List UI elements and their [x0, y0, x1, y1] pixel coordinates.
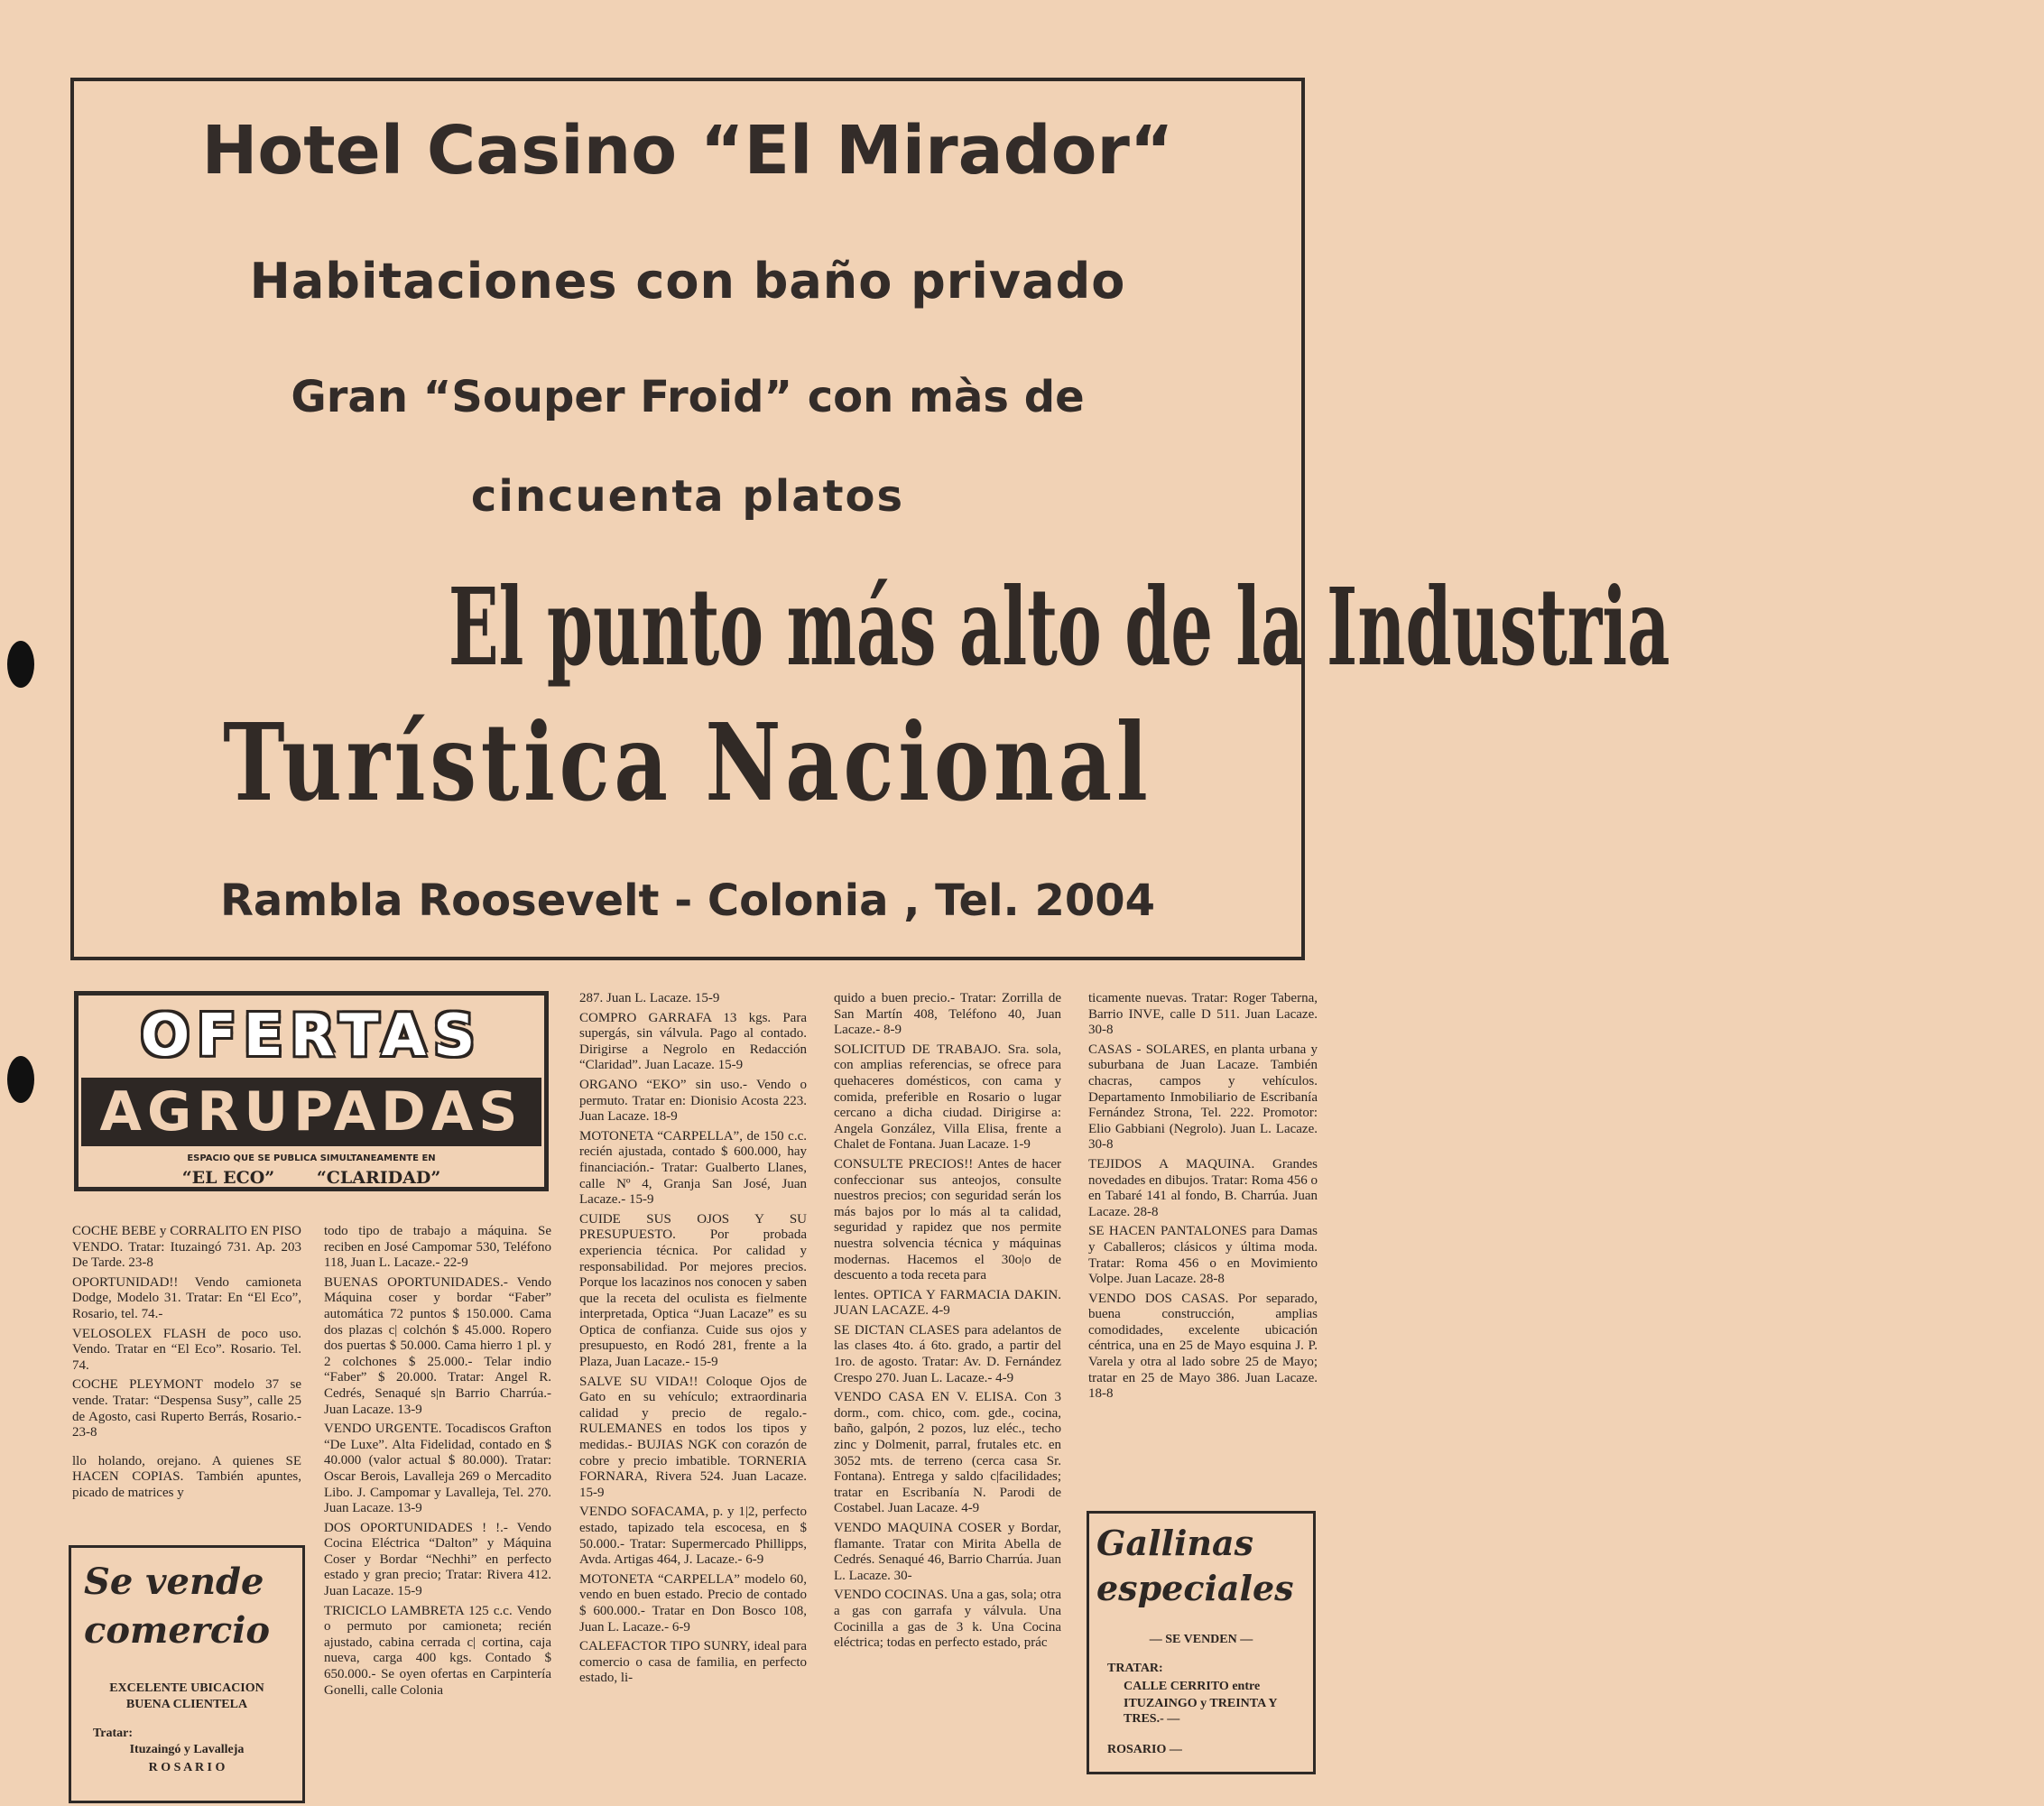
paper-claridad: “CLARIDAD” [316, 1168, 441, 1188]
ad-motoneta-carpella-2: MOTONETA “CARPELLA” modelo 60, vendo en buen estado. Precio de contado $ 600.000.- Tratar en Don Bosco 108, Juan L. Lacaze.- 6-9 [579, 1571, 807, 1635]
ad-dos-oportunidades: DOS OPORTUNIDADES ! !.- Vendo Cocina Eléctrica “Dalton” y Máquina Coser y Bordar “Nechhi” en perfecto estado y gran precio; Tratar: Rivera 412. Juan Lacaze. 15-9 [324, 1520, 551, 1599]
ad-copias: llo holando, orejano. A quienes SE HACEN COPIAS. También apuntes, picado de matrices y [72, 1453, 301, 1500]
ad-line-2: Gran “Souper Froid” con màs de [291, 372, 1085, 422]
ad-compro-garrafa: COMPRO GARRAFA 13 kgs. Para supergás, sin válvula. Pago al contado. Dirigirse a Negrolo en Redacción “Claridad”. Juan Lacaze. 15-9 [579, 1010, 807, 1073]
gallinas-line-1: CALLE CERRITO entre [1124, 1680, 1261, 1693]
gallinas-title: Gallinas [1096, 1523, 1254, 1563]
paper-el-eco: “EL ECO” [181, 1168, 275, 1188]
ad-line-3: cincuenta platos [470, 471, 905, 522]
ad-solicitud-trabajo: SOLICITUD DE TRABAJO. Sra. sola, con amplias referencias, se ofrece para quehaceres domésticos, con cama y comida, preferible en Rosario o lugar cercano a dicha ciudad. Dirigirse a: Angela González, Villa Elisa, frente a Chalet de Fontana. Juan Lacaze. 1-9 [834, 1042, 1061, 1153]
ofertas-agrupadas-header [74, 991, 549, 1191]
classifieds-column-5 [1088, 991, 1318, 1406]
especiales-title: especiales [1096, 1568, 1294, 1608]
ad-coche-bebe: COCHE BEBE y CORRALITO EN PISO VENDO. Tratar: Ituzaingó 731. Ap. 203 De Tarde. 23-8 [72, 1224, 301, 1271]
classifieds-column-3 [579, 991, 807, 1690]
ad-title: Hotel Casino “El Mirador“ [201, 112, 1174, 190]
ad-vendo-casa: VENDO CASA EN V. ELISA. Con 3 dorm., com. chico, com. gde., cocina, baño, galpón, 2 pozos, luz eléc., techo zinc y Dolmenit, parral, frutales etc. en 3052 mts. de terreno (cerca casa Sr. Fontana). Entrega y saldo c|facilidades; tratar en Escribanía N. Parodi de Costabel. Juan Lacaze. 4-9 [834, 1390, 1061, 1516]
ad-casas-solares: CASAS - SOLARES, en planta urbana y suburbana de Juan Lacaze. También chacras, campos y vehículos. Departamento Inmobiliario de Escribanía Fernández Strona, Tel. 222. Promotor: Elio Gabbiani (Negrolo). Juan L. Lacaze. 30-8 [1088, 1042, 1318, 1153]
se-vende-line-2: BUENA CLIENTELA [125, 1698, 248, 1711]
gallinas-tratar: TRATAR: [1107, 1662, 1163, 1675]
se-vende-line-1: EXCELENTE UBICACION [109, 1681, 264, 1695]
se-vende-city: R O S A R I O [148, 1761, 226, 1774]
ad-tejidos: TEJIDOS A MAQUINA. Grandes novedades en dibujos. Tratar: Roma 456 o en Tabaré 141 al fondo, B. Charrúa. Juan Lacaze. 28-8 [1088, 1156, 1318, 1219]
gallinas-box [1087, 1511, 1316, 1774]
ofertas-newspapers [74, 1168, 549, 1188]
se-vende-title: Se vende [84, 1561, 264, 1603]
gallinas-line-2: ITUZAINGO y TREINTA Y TRES.- — [1124, 1697, 1277, 1726]
ad-vendo-urgente: VENDO URGENTE. Tocadiscos Grafton “De Luxe”. Alta Fidelidad, contado en $ 40.000 (valor actual $ 80.000). Tratar: Oscar Berois, Lavalleja 269 o Mercadito Libo. J. Campomar y Lavalleja, Tel. 270. Juan Lacaze. 13-9 [324, 1422, 551, 1516]
binder-hole-2 [7, 1056, 34, 1103]
classifieds-column-1 [72, 1224, 301, 1505]
ad-continuation: 287. Juan L. Lacaze. 15-9 [579, 991, 720, 1005]
ad-calefactor: CALEFACTOR TIPO SUNRY, ideal para comercio o casa de familia, en perfecto estado, li- [579, 1639, 807, 1686]
classifieds-column-4 [834, 991, 1061, 1655]
ad-triciclo-lambreta: TRICICLO LAMBRETA 125 c.c. Vendo o permuto por camioneta; recién ajustado, cabina cerrada c| cortina, caja nueva, carga 400 kgs. Contado $ 650.000.- Se oyen ofertas en Carpintería Gonelli, calle Colonia [324, 1603, 551, 1698]
ad-vendo-cocinas: VENDO COCINAS. Una a gas, sola; otra a gas con garrafa y válvula. Una Cocinilla a gas de 3 k. Una Cocina eléctrica; todas en perfecto estado, prác [834, 1588, 1061, 1651]
binder-hole-1 [7, 641, 34, 688]
ofertas-subtitle: ESPACIO QUE SE PUBLICA SIMULTANEAMENTE EN [187, 1153, 436, 1163]
ad-consulte-precios: CONSULTE PRECIOS!! Antes de hacer confeccionar sus anteojos, consulte nuestros precios; con seguridad serán los más bajos por lo más al ta calidad, seguridad y rapidez que nos permite nuestra solvencia técnica y máquinas modernas. Hacemos el 30o|o de descuento a toda receta para [834, 1156, 1061, 1283]
gallinas-city: ROSARIO — [1107, 1743, 1182, 1756]
ad-pantalones: SE HACEN PANTALONES para Damas y Caballeros; clásicos y última moda. Tratar: Roma 456 o en Movimiento Volpe. Juan Lacaze. 28-8 [1088, 1224, 1318, 1287]
ad-se-dictan-clases: SE DICTAN CLASES para adelantos de las clases 4to. á 6to. grado, a partir del 1ro. de agosto. Tratar: Av. D. Fernández Crespo 270. Juan L. Lacaze.- 4-9 [834, 1322, 1061, 1385]
ad-salve-su-vida: SALVE SU VIDA!! Coloque Ojos de Gato en su vehículo; extraordinaria calidad y precio de regalo.- RULEMANES en todos los tipos y medidas.- BUJIAS NGK con corazón de cobre y precio imbatible. TORNERIA FORNARA, Rivera 524. Juan Lacaze. 15-9 [579, 1374, 807, 1500]
gallinas-sub: — SE VENDEN — [1149, 1633, 1253, 1646]
se-vende-comercio-box [69, 1545, 305, 1803]
ad-liquido: quido a buen precio.- Tratar: Zorrilla de San Martín 408, Teléfono 40, Juan Lacaze.- 8-9 [834, 991, 1061, 1038]
ad-organo-eko: ORGANO “EKO” sin uso.- Vendo o permuto. Tratar en: Dionisio Acosta 223. Juan Lacaze. 18-9 [579, 1077, 807, 1125]
ad-buenas-oportunidades: BUENAS OPORTUNIDADES.- Vendo Máquina coser y bordar “Faber” automática 72 puntos $ 150.000. Cama dos plazas c| colchón $ 45.000. Ropero dos puertas $ 50.000. Cama hierro 1 pl. y 2 colchones $ 25.000.- Telar indio “Faber” $ 20.000. Tratar: Angel R. Cedrés, Senaqué s|n Barrio Charrúa.- Juan Lacaze. 13-9 [324, 1274, 551, 1417]
ad-vendo-sofacama: VENDO SOFACAMA, p. y 1|2, perfecto estado, tapizado tela escocesa, en $ 50.000.- Tratar: Supermercado Phillipps, Avda. Artigas 464, J. Lacaze.- 6-9 [579, 1505, 807, 1568]
ad-vendo-maquina-coser: VENDO MAQUINA COSER y Bordar, flamante. Tratar con Mirita Abella de Cedrés. Senaqué 46, Barrio Charrúa. Juan L. Lacaze. 30- [834, 1521, 1061, 1583]
ad-cuide-sus-ojos: CUIDE SUS OJOS Y SU PRESUPUESTO. Por probada experiencia técnica. Por calidad y responsabilidad. Por mejores precios. Porque los lacazinos nos conocen y saben que la receta del oculista es fielmente interpretada, Optica “Juan Lacaze” es su Optica de confianza. Cuide sus ojos y presupuesto, en Rodó 281, frente a la Plaza, Juan Lacaze.- 15-9 [579, 1211, 807, 1370]
ad-line-1: Habitaciones con baño privado [249, 253, 1126, 310]
ad-velosolex: VELOSOLEX FLASH de poco uso. Vendo. Tratar en “El Eco”. Rosario. Tel. 74. [72, 1326, 301, 1373]
ad-oportunidad-camioneta: OPORTUNIDAD!! Vendo camioneta Dodge, Modelo 31. Tratar: En “El Eco”, Rosario, tel. 74.- [72, 1274, 301, 1321]
ad-slogan-2-wrap [74, 699, 1301, 825]
ad-optica-dakin: lentes. OPTICA Y FARMACIA DAKIN. JUAN LACAZE. 4-9 [834, 1287, 1061, 1319]
ad-slogan-1-wrap [74, 564, 1670, 690]
comercio-title: comercio [84, 1609, 271, 1652]
ad-nuevas: ticamente nuevas. Tratar: Roger Taberna, Barrio INVE, calle D 511. Juan Lacaze. 30-8 [1088, 991, 1318, 1038]
ofertas-word: OFERTAS [140, 1003, 483, 1070]
ad-vendo-dos-casas: VENDO DOS CASAS. Por separado, buena construcción, amplias comodidades, excelente ubicación céntrica, una en 25 de Mayo esquina J. P. Varela y otra al lado sobre 25 de Mayo; tratar en 25 de Mayo 386. Juan Lacaze. 18-8 [1088, 1291, 1318, 1402]
se-vende-address: Ituzaingó y Lavalleja [129, 1743, 245, 1756]
ad-coche-pleymont: COCHE PLEYMONT modelo 37 se vende. Tratar: “Despensa Susy”, calle 25 de Agosto, casi Ruperto Berrás, Rosario.- 23-8 [72, 1377, 301, 1440]
ad-address: Rambla Roosevelt - Colonia , Tel. 2004 [219, 875, 1156, 926]
ad-slogan-2: Turística Nacional [223, 699, 1152, 825]
classifieds-column-2 [324, 1224, 551, 1702]
ad-trabajo-maquina: todo tipo de trabajo a máquina. Se reciben en José Campomar 530, Teléfono 118, Juan L. Lacaze.- 22-9 [324, 1224, 551, 1271]
ad-motoneta-carpella-1: MOTONETA “CARPELLA”, de 150 c.c. recién ajustada, contado $ 600.000, hay financiación.- Tratar: Gualberto Llanes, calle Nº 4, Granja San José, Juan Lacaze.- 15-9 [579, 1128, 807, 1208]
se-vende-tratar: Tratar: [93, 1727, 134, 1740]
agrupadas-word: AGRUPADAS [81, 1078, 541, 1146]
hotel-advertisement [70, 78, 1670, 960]
ad-slogan-1: El punto más alto de la Industria [448, 564, 1670, 690]
